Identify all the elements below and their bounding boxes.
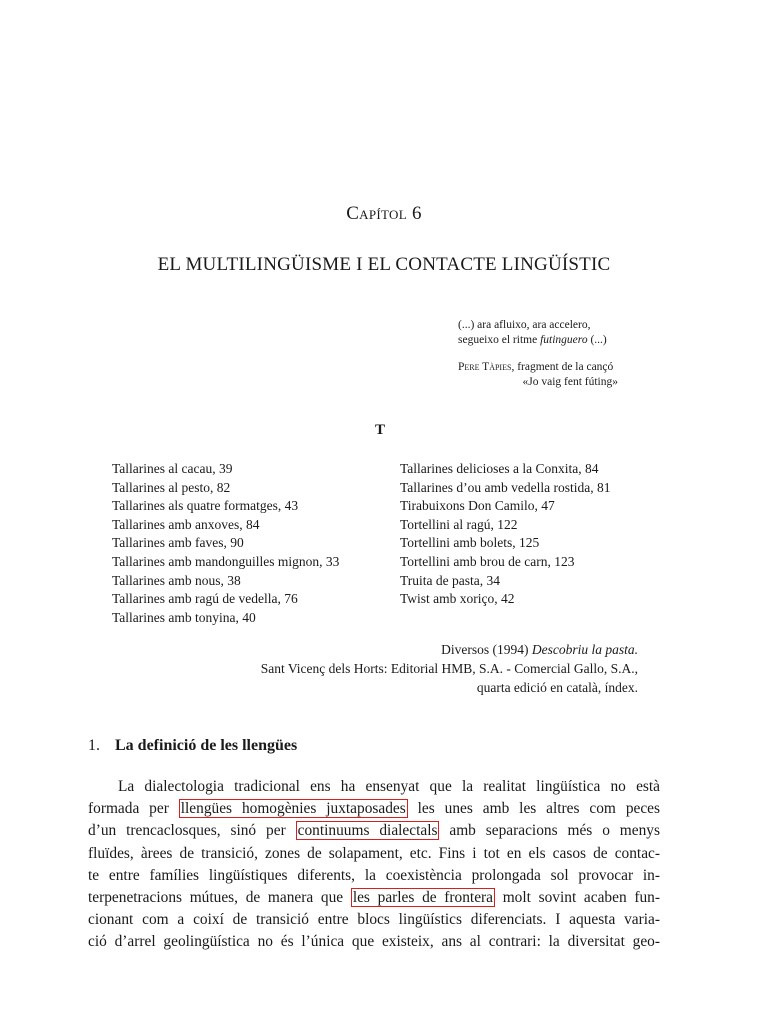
body-text-run: formada per bbox=[88, 800, 179, 818]
index-entry: Tallarines delicioses a la Conxita, 84 bbox=[400, 461, 599, 476]
index-entry: Tirabuixons Don Camilo, 47 bbox=[400, 498, 555, 514]
chapter-title: EL MULTILINGÜISME I EL CONTACTE LINGÜÍSTIC bbox=[157, 254, 611, 275]
epigraph-attribution-text: , fragment de la cançó bbox=[511, 361, 614, 373]
index-right-column bbox=[400, 460, 660, 609]
index-entry: Tallarines amb tonyina, 40 bbox=[112, 609, 256, 625]
index-entry: Tallarines amb faves, 90 bbox=[112, 535, 244, 551]
source-book-title: Descobriu la pasta. bbox=[531, 642, 638, 657]
body-line bbox=[88, 820, 660, 842]
index-entry: Truita de pasta, 34 bbox=[400, 572, 500, 588]
epigraph-song-title: «Jo vaig fent fúting» bbox=[522, 376, 618, 388]
epigraph-attribution bbox=[458, 360, 638, 375]
index-entry: Tallarines amb ragú de vedella, 76 bbox=[112, 591, 298, 607]
body-text-run: les unes amb les altres com peces bbox=[407, 800, 660, 818]
index-entry: Tallarines al cacau, 39 bbox=[112, 461, 233, 476]
highlighted-term: continuums dialectals bbox=[297, 822, 438, 840]
source-citation bbox=[118, 640, 638, 697]
chapter-label: Capítol 6 bbox=[346, 203, 422, 224]
index-entry: Tallarines amb anxoves, 84 bbox=[112, 516, 260, 532]
highlighted-term: les parles de frontera bbox=[352, 889, 493, 907]
section-title: La definició de les llengües bbox=[115, 737, 298, 754]
epigraph-emphasis: futinguero bbox=[540, 334, 588, 346]
epigraph-line-2-text: segueixo el ritme bbox=[458, 334, 541, 346]
body-line: fluïdes, àrees de transició, zones de solapament, etc. Fins i tot en els casos de contac- bbox=[88, 844, 660, 862]
body-line: La dialectologia tradicional ens ha ensenyat que la realitat lingüística no està bbox=[118, 778, 660, 795]
body-text-run: d’un trencaclosques, sinó per bbox=[88, 822, 296, 840]
epigraph-line-1: (...) ara afluixo, ara accelero, bbox=[458, 319, 591, 331]
epigraph-author: Pere Tàpies bbox=[458, 361, 512, 373]
body-line: cionant com a coixí de transició entre blocs lingüístics diferenciats. I aquesta varia- bbox=[88, 911, 660, 929]
index-entry: Tallarines d’ou amb vedella rostida, 81 bbox=[400, 479, 611, 495]
index-entry: Tortellini amb brou de carn, 123 bbox=[400, 553, 575, 569]
source-line-2: Sant Vicenç dels Horts: Editorial HMB, S.A. - Comercial Gallo, S.A., bbox=[260, 661, 638, 676]
highlighted-term: llengües homogènies juxtaposades bbox=[180, 800, 406, 818]
index-entry: Tortellini amb bolets, 125 bbox=[400, 535, 540, 551]
index-left-column bbox=[112, 460, 387, 627]
source-line-1 bbox=[118, 640, 638, 659]
source-author-year: Diversos (1994) bbox=[441, 642, 532, 657]
body-line bbox=[88, 798, 660, 820]
body-text-run: molt sovint acaben fun- bbox=[495, 889, 660, 907]
section-number: 1. bbox=[88, 737, 100, 754]
epigraph-line-2-end: (...) bbox=[587, 334, 607, 346]
index-entry: Tortellini al ragú, 122 bbox=[400, 516, 518, 532]
body-line: te entre famílies lingüístiques diferents, la coexistència prolongada sol provocar in- bbox=[88, 866, 660, 884]
index-entry: Tallarines amb nous, 38 bbox=[112, 572, 241, 588]
section-heading bbox=[88, 737, 297, 755]
epigraph bbox=[458, 318, 638, 390]
source-line-3: quarta edició en català, índex. bbox=[476, 680, 638, 695]
body-text-run: terpenetracions mútues, de manera que bbox=[88, 889, 351, 907]
index-letter: T bbox=[374, 422, 385, 438]
body-paragraph bbox=[88, 776, 660, 954]
index-entry: Twist amb xoriço, 42 bbox=[400, 591, 515, 607]
index-entry: Tallarines al pesto, 82 bbox=[112, 479, 231, 495]
body-line: ció d’arrel geolingüística no és l’única que existeix, ans al contrari: la diversitat geo- bbox=[88, 933, 660, 951]
index-entry: Tallarines als quatre formatges, 43 bbox=[112, 498, 299, 514]
body-text-run: amb separacions més o menys bbox=[439, 822, 660, 840]
body-line bbox=[88, 887, 660, 909]
epigraph-line-2 bbox=[458, 333, 638, 348]
index-entry: Tallarines amb mandonguilles mignon, 33 bbox=[112, 553, 340, 569]
